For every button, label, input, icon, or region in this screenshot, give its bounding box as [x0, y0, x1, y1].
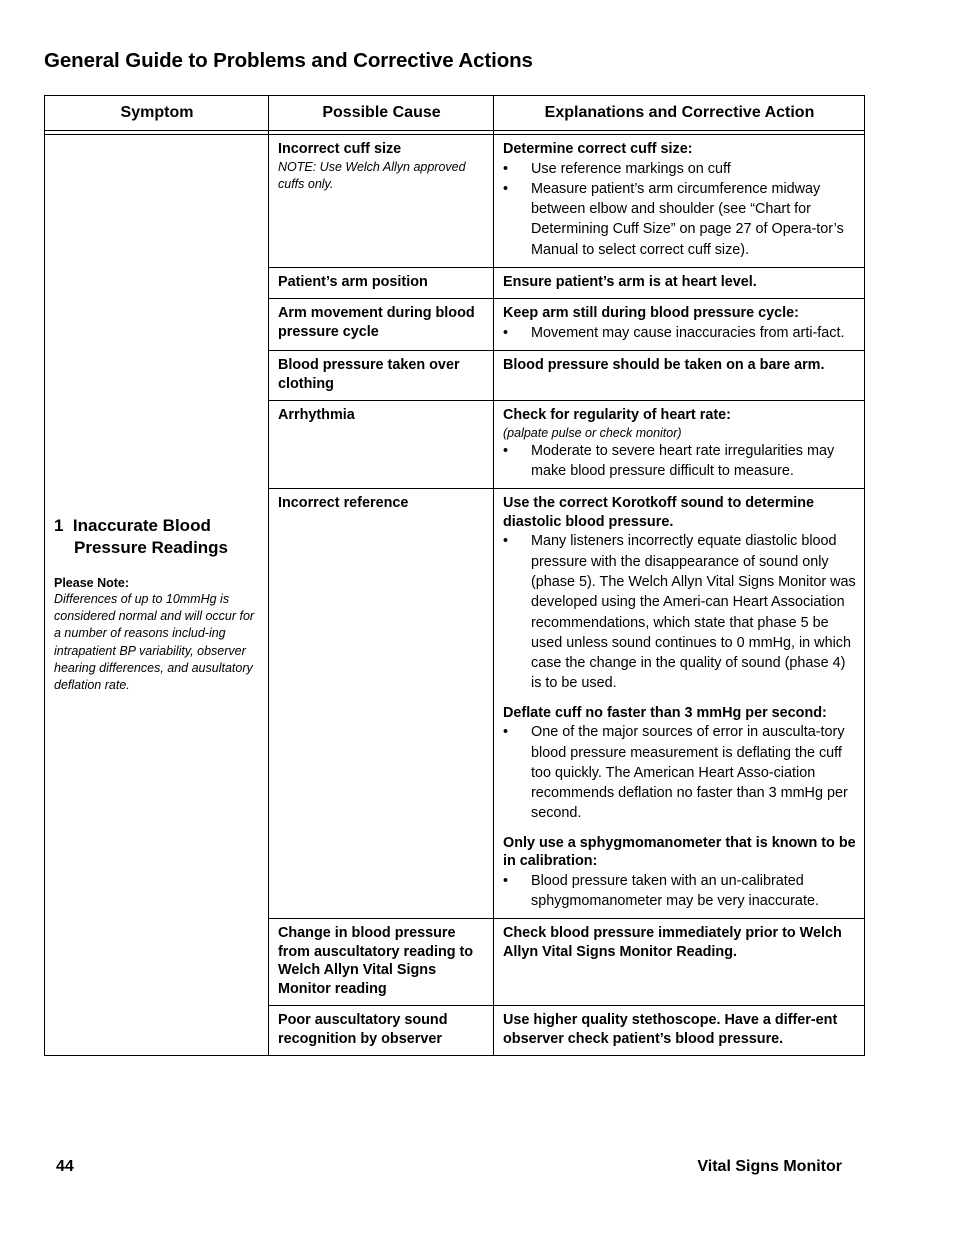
cause-cell — [269, 1006, 494, 1056]
action-title: Ensure patient’s arm is at heart level. — [503, 273, 757, 290]
footer-doc-title: Vital Signs Monitor — [697, 1158, 842, 1175]
cause-title: Arm movement during blood pressure cycle — [278, 305, 475, 340]
page-title: General Guide to Problems and Corrective Actions — [44, 49, 533, 72]
cause-cell — [269, 489, 494, 919]
cause-title: Blood pressure taken over clothing — [278, 357, 460, 392]
troubleshooting-table — [44, 95, 865, 1056]
symptom-title — [54, 515, 260, 559]
bullet-icon: • — [503, 160, 509, 177]
cause-cell — [269, 267, 494, 299]
bullet-icon: • — [503, 724, 509, 741]
bullet-list — [503, 323, 856, 343]
action-cell — [494, 401, 865, 489]
cause-title: Poor auscultatory sound recognition by observer — [278, 1012, 448, 1047]
header-action: Explanations and Corrective Action — [494, 96, 865, 131]
action-title: Check blood pressure immediately prior to Welch Allyn Vital Signs Monitor Reading. — [503, 925, 842, 960]
cause-cell — [269, 299, 494, 351]
action-title: Only use a sphygmomanometer that is known to be in calibration: — [503, 834, 856, 870]
bullet-list — [503, 441, 856, 482]
bullet-list — [503, 159, 856, 260]
bullet-item: • Moderate to severe heart rate irregularities may make blood pressure difficult to measure. — [503, 442, 835, 480]
bullet-icon: • — [503, 442, 509, 459]
bullet-icon: • — [503, 872, 509, 889]
cause-title: Incorrect reference — [278, 495, 409, 512]
action-title: Deflate cuff no faster than 3 mmHg per second: — [503, 704, 827, 721]
note-body: Differences of up to 10mmHg is considered normal and will occur for a number of reasons includ-ing intrapatient BP variability, observer hearing differences, and ausultatory deflation rate. — [54, 592, 255, 693]
symptom-number: 1 — [54, 516, 64, 535]
action-block — [503, 704, 856, 824]
cause-note: NOTE: Use Welch Allyn approved cuffs only. — [278, 159, 466, 191]
action-cell — [494, 299, 865, 351]
action-block — [503, 834, 856, 912]
bullet-item: • Use reference markings on cuff — [503, 159, 856, 179]
cause-title: Patient’s arm position — [278, 273, 428, 290]
action-cell — [494, 919, 865, 1006]
cause-cell — [269, 401, 494, 489]
action-title: Determine correct cuff size: — [503, 141, 693, 157]
bullet-list — [503, 531, 856, 693]
cause-cell — [269, 135, 494, 268]
bullet-list — [503, 871, 856, 912]
header-row — [45, 96, 865, 131]
bullet-icon: • — [503, 533, 509, 550]
note-heading: Please Note: — [54, 576, 130, 590]
action-cell — [494, 267, 865, 299]
action-cell — [494, 489, 865, 919]
action-title: Keep arm still during blood pressure cycle: — [503, 305, 799, 322]
cause-title: Arrhythmia — [278, 407, 355, 424]
action-title: Use higher quality stethoscope. Have a differ-ent observer check patient’s blood pressure. — [503, 1012, 838, 1047]
symptom-title-text: Inaccurate Blood Pressure Readings — [72, 516, 229, 557]
action-cell — [494, 135, 865, 268]
action-cell — [494, 1006, 865, 1056]
action-title: Blood pressure should be taken on a bare arm. — [503, 357, 825, 374]
header-symptom: Symptom — [45, 96, 269, 131]
bullet-item: • Blood pressure taken with an un-calibrated sphygmomanometer may be very inaccurate. — [503, 872, 819, 910]
bullet-item: • Movement may cause inaccuracies from arti-fact. — [503, 323, 856, 343]
cause-cell — [269, 919, 494, 1006]
action-title: Use the correct Korotkoff sound to determine diastolic blood pressure. — [503, 495, 815, 530]
action-block — [503, 494, 856, 693]
bullet-icon: • — [503, 324, 509, 341]
action-title: Check for regularity of heart rate: — [503, 407, 731, 424]
cause-title: Change in blood pressure from auscultatory reading to Welch Allyn Vital Signs Monitor reading — [278, 925, 474, 997]
table-row — [45, 135, 865, 268]
bullet-item: • Measure patient’s arm circumference midway between elbow and shoulder (see “Chart for Determining Cuff Size” on page 27 of Opera-tor’s Manual to select correct cuff size). — [503, 180, 844, 258]
cause-title: Incorrect cuff size — [278, 141, 402, 157]
symptom-cell — [45, 135, 269, 1056]
cause-cell — [269, 351, 494, 401]
action-block — [503, 140, 856, 260]
symptom-block — [54, 515, 260, 694]
action-subtitle: (palpate pulse or check monitor) — [503, 425, 682, 440]
page-number: 44 — [56, 1158, 74, 1175]
action-cell — [494, 351, 865, 401]
bullet-icon: • — [503, 180, 509, 197]
bullet-item: • Many listeners incorrectly equate diastolic blood pressure with the disappearance of sound only (phase 5). The Welch Allyn Vital Signs Monitor was developed using the Ameri-can Heart Association recommendations, which state that phase 5 be used unless sound continues to 0 mmHg, in which case the change in the quality of sound (phase 4) is to be used. — [503, 533, 856, 692]
bullet-item: • One of the major sources of error in ausculta-tory blood pressure measurement is deflating the cuff too quickly. The American Heart Asso-ciation recommends deflation no faster than 3 mmHg per second. — [503, 724, 848, 822]
bullet-list — [503, 722, 856, 823]
header-cause: Possible Cause — [269, 96, 494, 131]
